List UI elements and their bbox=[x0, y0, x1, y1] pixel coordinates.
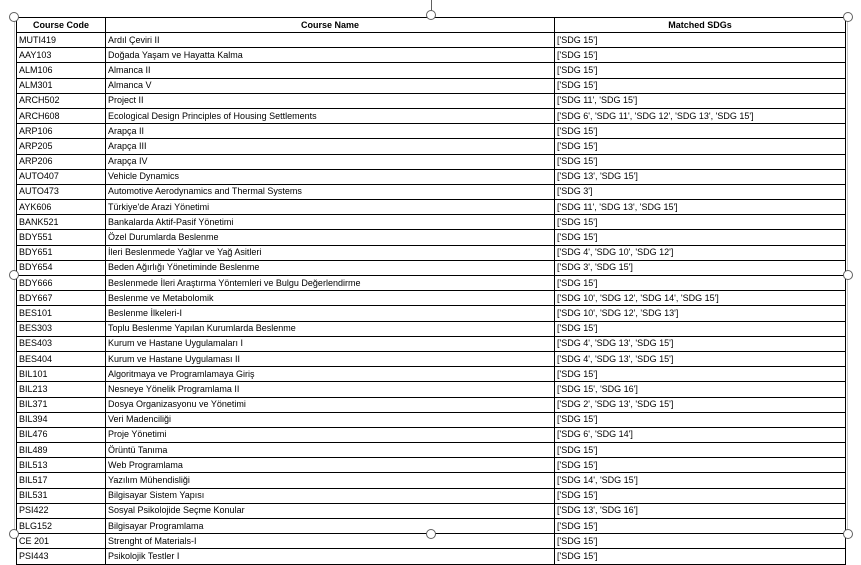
course-sdg-table bbox=[16, 17, 846, 565]
table-row bbox=[17, 124, 846, 139]
course-code-cell: BIL101 bbox=[17, 367, 106, 382]
matched-sdgs-cell: ['SDG 14', 'SDG 15'] bbox=[555, 473, 846, 488]
table-row bbox=[17, 260, 846, 275]
matched-sdgs-cell: ['SDG 15'] bbox=[555, 78, 846, 93]
table-row bbox=[17, 63, 846, 78]
course-code-cell: ARP206 bbox=[17, 154, 106, 169]
header-matched-sdgs: Matched SDGs bbox=[555, 18, 846, 33]
table-row bbox=[17, 351, 846, 366]
table-body bbox=[17, 33, 846, 565]
course-code-cell: ALM301 bbox=[17, 78, 106, 93]
course-code-cell: BDY551 bbox=[17, 230, 106, 245]
header-course-code: Course Code bbox=[17, 18, 106, 33]
course-code-cell: AUTO407 bbox=[17, 169, 106, 184]
matched-sdgs-cell: ['SDG 15'] bbox=[555, 230, 846, 245]
course-code-cell: PSI422 bbox=[17, 503, 106, 518]
course-name-cell: Dosya Organizasyonu ve Yönetimi bbox=[106, 397, 555, 412]
matched-sdgs-cell: ['SDG 15'] bbox=[555, 154, 846, 169]
course-code-cell: BIL517 bbox=[17, 473, 106, 488]
course-code-cell: BES101 bbox=[17, 306, 106, 321]
table-row bbox=[17, 382, 846, 397]
course-code-cell: ARP205 bbox=[17, 139, 106, 154]
table-row bbox=[17, 488, 846, 503]
course-name-cell: Almanca II bbox=[106, 63, 555, 78]
course-code-cell: BDY666 bbox=[17, 276, 106, 291]
course-code-cell: ARCH608 bbox=[17, 108, 106, 123]
course-name-cell: Bankalarda Aktif-Pasif Yönetimi bbox=[106, 215, 555, 230]
matched-sdgs-cell: ['SDG 15'] bbox=[555, 367, 846, 382]
matched-sdgs-cell: ['SDG 10', 'SDG 12', 'SDG 14', 'SDG 15'] bbox=[555, 291, 846, 306]
table-row bbox=[17, 443, 846, 458]
header-course-name: Course Name bbox=[106, 18, 555, 33]
course-code-cell: AAY103 bbox=[17, 48, 106, 63]
matched-sdgs-cell: ['SDG 15'] bbox=[555, 139, 846, 154]
course-name-cell: Sosyal Psikolojide Seçme Konular bbox=[106, 503, 555, 518]
course-name-cell: Beden Ağırlığı Yönetiminde Beslenme bbox=[106, 260, 555, 275]
course-name-cell: Arapça IV bbox=[106, 154, 555, 169]
course-code-cell: BES303 bbox=[17, 321, 106, 336]
matched-sdgs-cell: ['SDG 15'] bbox=[555, 458, 846, 473]
matched-sdgs-cell: ['SDG 15'] bbox=[555, 215, 846, 230]
table-row bbox=[17, 154, 846, 169]
course-code-cell: BLG152 bbox=[17, 519, 106, 534]
matched-sdgs-cell: ['SDG 2', 'SDG 13', 'SDG 15'] bbox=[555, 397, 846, 412]
matched-sdgs-cell: ['SDG 4', 'SDG 10', 'SDG 12'] bbox=[555, 245, 846, 260]
course-name-cell: Automotive Aerodynamics and Thermal Systems bbox=[106, 184, 555, 199]
matched-sdgs-cell: ['SDG 4', 'SDG 13', 'SDG 15'] bbox=[555, 336, 846, 351]
course-name-cell: Nesneye Yönelik Programlama II bbox=[106, 382, 555, 397]
table-row bbox=[17, 200, 846, 215]
course-name-cell: Örüntü Tanıma bbox=[106, 443, 555, 458]
course-name-cell: Bilgisayar Programlama bbox=[106, 519, 555, 534]
table-row bbox=[17, 291, 846, 306]
matched-sdgs-cell: ['SDG 6', 'SDG 11', 'SDG 12', 'SDG 13', 'SDG 15'] bbox=[555, 108, 846, 123]
matched-sdgs-cell: ['SDG 15'] bbox=[555, 124, 846, 139]
resize-handle-middle-left[interactable] bbox=[9, 270, 19, 280]
matched-sdgs-cell: ['SDG 15'] bbox=[555, 443, 846, 458]
matched-sdgs-cell: ['SDG 15'] bbox=[555, 33, 846, 48]
course-code-cell: MUTI419 bbox=[17, 33, 106, 48]
course-name-cell: İleri Beslenmede Yağlar ve Yağ Asitleri bbox=[106, 245, 555, 260]
course-code-cell: BIL394 bbox=[17, 412, 106, 427]
matched-sdgs-cell: ['SDG 6', 'SDG 14'] bbox=[555, 427, 846, 442]
matched-sdgs-cell: ['SDG 3', 'SDG 15'] bbox=[555, 260, 846, 275]
table-row bbox=[17, 549, 846, 564]
course-code-cell: ALM106 bbox=[17, 63, 106, 78]
course-name-cell: Beslenme ve Metabolomik bbox=[106, 291, 555, 306]
course-name-cell: Vehicle Dynamics bbox=[106, 169, 555, 184]
course-name-cell: Kurum ve Hastane Uygulamaları I bbox=[106, 336, 555, 351]
resize-handle-bottom-right[interactable] bbox=[843, 529, 853, 539]
matched-sdgs-cell: ['SDG 15'] bbox=[555, 519, 846, 534]
table-row bbox=[17, 276, 846, 291]
course-name-cell: Almanca V bbox=[106, 78, 555, 93]
course-name-cell: Veri Madenciliği bbox=[106, 412, 555, 427]
course-name-cell: Arapça III bbox=[106, 139, 555, 154]
matched-sdgs-cell: ['SDG 15'] bbox=[555, 412, 846, 427]
table-row bbox=[17, 503, 846, 518]
course-name-cell: Psikolojik Testler I bbox=[106, 549, 555, 564]
table-row bbox=[17, 336, 846, 351]
table-row bbox=[17, 78, 846, 93]
course-code-cell: PSI443 bbox=[17, 549, 106, 564]
course-code-cell: BDY654 bbox=[17, 260, 106, 275]
resize-handle-top-left[interactable] bbox=[9, 12, 19, 22]
table-row bbox=[17, 230, 846, 245]
matched-sdgs-cell: ['SDG 11', 'SDG 15'] bbox=[555, 93, 846, 108]
course-name-cell: Ardıl Çeviri II bbox=[106, 33, 555, 48]
table-row bbox=[17, 169, 846, 184]
matched-sdgs-cell: ['SDG 15'] bbox=[555, 321, 846, 336]
matched-sdgs-cell: ['SDG 3'] bbox=[555, 184, 846, 199]
course-code-cell: ARCH502 bbox=[17, 93, 106, 108]
matched-sdgs-cell: ['SDG 15'] bbox=[555, 48, 846, 63]
course-name-cell: Strenght of Materials-I bbox=[106, 534, 555, 549]
table-row bbox=[17, 139, 846, 154]
matched-sdgs-cell: ['SDG 11', 'SDG 13', 'SDG 15'] bbox=[555, 200, 846, 215]
course-code-cell: BIL531 bbox=[17, 488, 106, 503]
course-code-cell: BDY667 bbox=[17, 291, 106, 306]
matched-sdgs-cell: ['SDG 15'] bbox=[555, 549, 846, 564]
table-row bbox=[17, 321, 846, 336]
course-code-cell: BES404 bbox=[17, 351, 106, 366]
matched-sdgs-cell: ['SDG 15'] bbox=[555, 276, 846, 291]
course-code-cell: BANK521 bbox=[17, 215, 106, 230]
course-name-cell: Project II bbox=[106, 93, 555, 108]
table-row bbox=[17, 93, 846, 108]
course-name-cell: Proje Yönetimi bbox=[106, 427, 555, 442]
course-code-cell: BDY651 bbox=[17, 245, 106, 260]
course-name-cell: Yazılım Mühendisliği bbox=[106, 473, 555, 488]
course-name-cell: Bilgisayar Sistem Yapısı bbox=[106, 488, 555, 503]
course-name-cell: Türkiye'de Arazi Yönetimi bbox=[106, 200, 555, 215]
course-code-cell: BES403 bbox=[17, 336, 106, 351]
course-name-cell: Kurum ve Hastane Uygulaması II bbox=[106, 351, 555, 366]
matched-sdgs-cell: ['SDG 13', 'SDG 15'] bbox=[555, 169, 846, 184]
matched-sdgs-cell: ['SDG 4', 'SDG 13', 'SDG 15'] bbox=[555, 351, 846, 366]
course-code-cell: AUTO473 bbox=[17, 184, 106, 199]
table-row bbox=[17, 412, 846, 427]
course-name-cell: Toplu Beslenme Yapılan Kurumlarda Beslenme bbox=[106, 321, 555, 336]
resize-handle-middle-right[interactable] bbox=[843, 270, 853, 280]
resize-handle-bottom-left[interactable] bbox=[9, 529, 19, 539]
table-row bbox=[17, 184, 846, 199]
table-row bbox=[17, 215, 846, 230]
course-name-cell: Doğada Yaşam ve Hayatta Kalma bbox=[106, 48, 555, 63]
course-code-cell: BIL476 bbox=[17, 427, 106, 442]
course-name-cell: Beslenme İlkeleri-I bbox=[106, 306, 555, 321]
table-row bbox=[17, 367, 846, 382]
course-name-cell: Özel Durumlarda Beslenme bbox=[106, 230, 555, 245]
course-code-cell: ARP106 bbox=[17, 124, 106, 139]
course-name-cell: Beslenmede İleri Araştırma Yöntemleri ve Bulgu Değerlendirme bbox=[106, 276, 555, 291]
course-code-cell: BIL213 bbox=[17, 382, 106, 397]
matched-sdgs-cell: ['SDG 15', 'SDG 16'] bbox=[555, 382, 846, 397]
table-row bbox=[17, 108, 846, 123]
course-name-cell: Algoritmaya ve Programlamaya Giriş bbox=[106, 367, 555, 382]
course-code-cell: CE 201 bbox=[17, 534, 106, 549]
matched-sdgs-cell: ['SDG 13', 'SDG 16'] bbox=[555, 503, 846, 518]
matched-sdgs-cell: ['SDG 15'] bbox=[555, 534, 846, 549]
matched-sdgs-cell: ['SDG 15'] bbox=[555, 488, 846, 503]
resize-handle-top-right[interactable] bbox=[843, 12, 853, 22]
course-code-cell: AYK606 bbox=[17, 200, 106, 215]
table-row bbox=[17, 48, 846, 63]
table-row bbox=[17, 245, 846, 260]
table-row bbox=[17, 473, 846, 488]
course-name-cell: Arapça II bbox=[106, 124, 555, 139]
matched-sdgs-cell: ['SDG 10', 'SDG 12', 'SDG 13'] bbox=[555, 306, 846, 321]
rotation-handle[interactable] bbox=[426, 10, 436, 20]
table-row bbox=[17, 306, 846, 321]
table-row bbox=[17, 397, 846, 412]
table-row bbox=[17, 458, 846, 473]
table-row bbox=[17, 427, 846, 442]
course-code-cell: BIL489 bbox=[17, 443, 106, 458]
course-code-cell: BIL371 bbox=[17, 397, 106, 412]
resize-handle-bottom-center[interactable] bbox=[426, 529, 436, 539]
course-name-cell: Ecological Design Principles of Housing Settlements bbox=[106, 108, 555, 123]
table-row bbox=[17, 33, 846, 48]
matched-sdgs-cell: ['SDG 15'] bbox=[555, 63, 846, 78]
course-name-cell: Web Programlama bbox=[106, 458, 555, 473]
course-code-cell: BIL513 bbox=[17, 458, 106, 473]
